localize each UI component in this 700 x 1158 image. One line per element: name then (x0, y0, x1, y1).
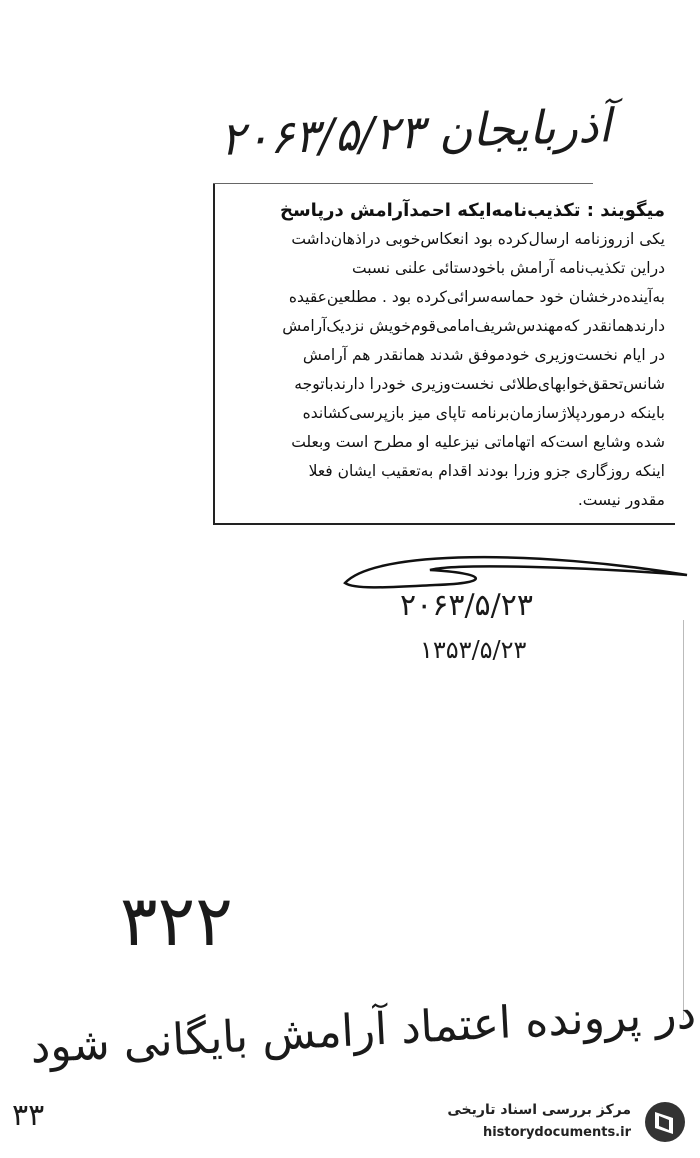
handwritten-archive-note: در پرونده اعتماد آرامش بایگانی شود (29, 987, 698, 1074)
clipping-line: باینکه درموردپلاژسازمان‌برنامه تاپای میز بازپرسی‌کشانده (302, 404, 665, 422)
watermark-url: historydocuments.ir (482, 1125, 631, 1140)
clipping-line: اینکه روزگاری جزو وزرا بودند اقدام به‌تعقیب ایشان فعلا (308, 462, 665, 480)
handwritten-header-note: آذربایجان ۲۰۶۳/۵/۲۳ (219, 98, 612, 166)
archive-watermark (428, 1098, 693, 1148)
clipping-line: میگویند : تکذیب‌نامه‌ایکه احمدآرامش درپاسخ (279, 200, 665, 221)
page-edge-line (683, 620, 684, 1020)
clipping-line: در ایام نخست‌وزیری خودموفق شدند همانقدر هم آرامش (302, 346, 665, 364)
clipping-line: دراین تکذیب‌نامه آرامش باخودستائی علنی نسبت (352, 259, 665, 277)
clipping-line: شانس‌تحقق‌خوابهای‌طلائی نخست‌وزیری خودرا دارندباتوجه (294, 375, 665, 393)
handwritten-date: ۲۰۶۳/۵/۲۳ (400, 588, 534, 623)
archive-logo-icon (643, 1100, 687, 1144)
newspaper-clipping (225, 196, 665, 515)
watermark-title: مرکز بررسی اسناد تاریخی (447, 1102, 631, 1118)
handwritten-file-number: ۳۲۲ (120, 880, 233, 962)
handwritten-date-secondary: ۱۳۵۳/۵/۲۳ (420, 636, 527, 664)
handwritten-archive-note-2: ۳۳ (12, 1098, 45, 1133)
clipping-line: مقدور نیست. (577, 491, 665, 509)
clipping-line: یکی ازروزنامه ارسال‌کرده بود انعکاس‌خوبی دراذهان‌داشت (291, 230, 665, 248)
clipping-top-edge (213, 183, 593, 184)
clipping-line: شده وشایع است‌که اتهاماتی نیزعلیه او مطرح است وبعلت (291, 433, 665, 451)
clipping-line: به‌آینده‌درخشان خود حماسه‌سرائی‌کرده بود . مطلعین‌عقیده (288, 288, 665, 306)
clipping-line: دارندهمانقدر که‌مهندس‌شریف‌امامی‌قوم‌خویش نزدیک‌آرامش (282, 317, 665, 335)
